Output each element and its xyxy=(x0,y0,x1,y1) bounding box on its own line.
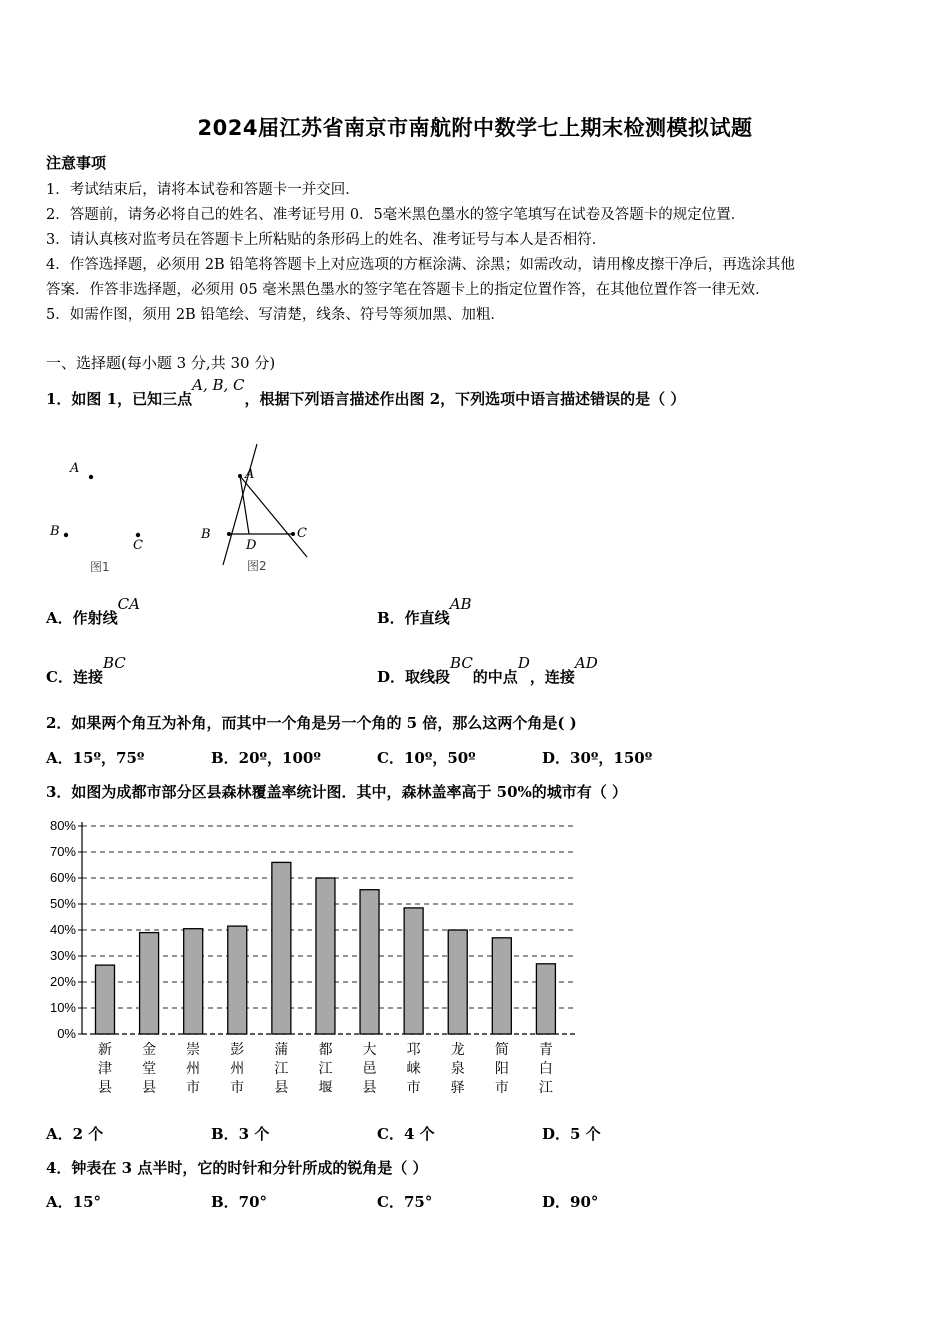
x-category-label: 市 xyxy=(406,1080,421,1096)
figure-1 xyxy=(44,455,164,580)
x-category-label: 市 xyxy=(494,1080,509,1096)
y-tick-label: 60% xyxy=(49,870,76,885)
note-item-3: 3．请认真核对监考员在答题卡上所粘贴的条形码上的姓名、准考证号与本人是否相符． xyxy=(46,232,607,248)
q2-option-a[interactable]: A．15º，75º xyxy=(46,749,145,767)
q1-option-d-tail: ，连接 xyxy=(529,668,575,686)
q4-option-d[interactable]: D．90° xyxy=(542,1193,599,1211)
x-category-label: 邑 xyxy=(362,1061,377,1077)
fig2-label-b: B xyxy=(201,527,211,542)
q3-option-b[interactable]: B．3 个 xyxy=(211,1125,270,1143)
y-tick-label: 80% xyxy=(49,818,76,833)
x-category-label: 堰 xyxy=(318,1080,333,1096)
fig2-point-c xyxy=(291,532,295,536)
q1-option-a[interactable] xyxy=(46,595,140,628)
q1-option-d-mid: 的中点 xyxy=(472,668,518,686)
x-category-label: 邛 xyxy=(406,1042,421,1058)
y-tick-label: 70% xyxy=(49,844,76,859)
q1-option-a-label: A．作射线 xyxy=(46,609,118,627)
x-category-label: 州 xyxy=(230,1061,245,1077)
bar xyxy=(184,929,203,1034)
note-item-4-cont: 答案．作答非选择题，必须用 05 毫米黑色墨水的签字笔在答题卡上的指定位置作答，在其他位置作答一律无效． xyxy=(46,282,770,298)
x-category-label: 堂 xyxy=(142,1061,157,1077)
bar xyxy=(536,964,555,1034)
question-1-text-b: ，根据下列语言描述作出图 2，下列选项中语言描述错误的是（ ） xyxy=(244,390,686,408)
x-category-label: 驿 xyxy=(450,1080,465,1096)
q2-option-c[interactable]: C．10º，50º xyxy=(377,749,476,767)
q1-option-d[interactable] xyxy=(377,654,598,687)
y-tick-label: 20% xyxy=(49,974,76,989)
question-4: 4．钟表在 3 点半时，它的时针和分针所成的锐角是（ ） xyxy=(46,1159,428,1177)
page-title: 2024届江苏省南京市南航附中数学七上期末检测模拟试题 xyxy=(197,116,753,140)
y-tick-label: 0% xyxy=(57,1026,76,1041)
bar xyxy=(140,933,159,1034)
bar xyxy=(360,890,379,1034)
q1-option-c[interactable] xyxy=(46,654,126,687)
question-1 xyxy=(46,376,686,409)
note-item-2: 2．答题前，请务必将自己的姓名、准考证号用 0．5毫米黑色墨水的签字笔填写在试卷及答题卡的规定位置． xyxy=(46,207,746,223)
bar xyxy=(316,878,335,1034)
fig2-label-d: D xyxy=(246,538,257,553)
x-category-label: 白 xyxy=(538,1061,553,1077)
q1-option-b-math: AB xyxy=(449,595,472,613)
q4-option-b[interactable]: B．70° xyxy=(211,1193,268,1211)
x-category-label: 新 xyxy=(98,1042,112,1058)
q1-option-d-math3: AD xyxy=(574,654,598,672)
x-category-label: 江 xyxy=(318,1061,333,1077)
bar xyxy=(492,938,511,1034)
x-category-label: 青 xyxy=(538,1042,553,1058)
bar xyxy=(228,926,247,1034)
fig2-label-c: C xyxy=(297,526,307,541)
fig1-point-b xyxy=(64,533,68,537)
fig1-caption: 图1 xyxy=(90,560,110,574)
q4-option-a[interactable]: A．15° xyxy=(46,1193,102,1211)
x-category-label: 县 xyxy=(362,1080,377,1096)
q1-option-c-label: C．连接 xyxy=(46,668,103,686)
forest-coverage-bar-chart xyxy=(40,812,590,1107)
q1-option-d-label: D．取线段 xyxy=(377,668,451,686)
x-category-label: 市 xyxy=(186,1080,201,1096)
bar xyxy=(448,930,467,1034)
notes-heading: 注意事项 xyxy=(46,154,107,172)
note-item-4: 4．作答选择题，必须用 2B 铅笔将答题卡上对应选项的方框涂满、涂黑；如需改动，请用橡皮擦干净后，再选涂其他 xyxy=(46,257,795,273)
x-category-label: 崇 xyxy=(186,1042,201,1058)
x-category-label: 江 xyxy=(538,1080,553,1096)
y-tick-label: 30% xyxy=(49,948,76,963)
x-category-label: 阳 xyxy=(494,1061,509,1077)
x-category-label: 彭 xyxy=(230,1042,245,1058)
x-category-label: 简 xyxy=(494,1042,509,1058)
note-item-5: 5．如需作图，须用 2B 铅笔绘、写清楚，线条、符号等须加黑、加粗． xyxy=(46,307,505,323)
fig2-point-b xyxy=(227,532,231,536)
q1-option-d-math2: D xyxy=(517,654,530,672)
fig2-caption: 图2 xyxy=(247,559,267,573)
fig1-point-a xyxy=(89,475,93,479)
x-category-label: 县 xyxy=(98,1080,112,1096)
question-3: 3．如图为成都市部分区县森林覆盖率统计图．其中，森林盖率高于 50%的城市有（ ） xyxy=(46,783,628,801)
q1-option-b[interactable] xyxy=(377,595,472,628)
note-item-1: 1．考试结束后，请将本试卷和答题卡一并交回． xyxy=(46,182,360,198)
q3-option-d[interactable]: D．5 个 xyxy=(542,1125,601,1143)
x-category-label: 龙 xyxy=(450,1042,465,1058)
y-tick-label: 10% xyxy=(49,1000,76,1015)
figure-2 xyxy=(195,440,320,580)
x-category-label: 崃 xyxy=(406,1061,421,1077)
x-category-label: 金 xyxy=(142,1042,157,1058)
x-category-label: 县 xyxy=(274,1080,289,1096)
x-category-label: 州 xyxy=(186,1061,201,1077)
x-category-label: 蒲 xyxy=(274,1042,289,1058)
fig1-label-a: A xyxy=(70,461,80,476)
x-category-label: 江 xyxy=(274,1061,289,1077)
bar xyxy=(404,908,423,1034)
q1-option-a-math: CA xyxy=(117,595,140,613)
y-tick-label: 50% xyxy=(49,896,76,911)
x-category-label: 市 xyxy=(230,1080,245,1096)
fig1-label-b: B xyxy=(50,524,60,539)
q3-option-c[interactable]: C．4 个 xyxy=(377,1125,435,1143)
x-category-label: 大 xyxy=(362,1042,377,1058)
fig1-point-c xyxy=(136,533,140,537)
q1-option-d-math1: BC xyxy=(450,654,473,672)
bar xyxy=(272,862,291,1034)
x-category-label: 津 xyxy=(98,1061,112,1077)
question-2: 2．如果两个角互为补角，而其中一个角是另一个角的 5 倍，那么这两个角是( ) xyxy=(46,714,577,732)
q4-option-c[interactable]: C．75° xyxy=(377,1193,433,1211)
fig2-label-a: A xyxy=(245,467,255,482)
question-1-math-abc: A, B, C xyxy=(192,376,245,394)
question-1-text-a: 1．如图 1，已知三点 xyxy=(46,390,193,408)
section-heading: 一、选择题(每小题 3 分,共 30 分) xyxy=(46,354,276,372)
q1-option-b-label: B．作直线 xyxy=(377,609,450,627)
fig1-label-c: C xyxy=(133,538,143,553)
q1-option-c-math: BC xyxy=(102,654,126,672)
x-category-label: 县 xyxy=(142,1080,157,1096)
x-category-label: 都 xyxy=(318,1042,333,1058)
q3-option-a[interactable]: A．2 个 xyxy=(46,1125,104,1143)
y-tick-label: 40% xyxy=(49,922,76,937)
fig2-point-a xyxy=(238,474,242,478)
q2-option-b[interactable]: B．20º，100º xyxy=(211,749,321,767)
bar xyxy=(96,965,115,1034)
x-category-label: 泉 xyxy=(450,1061,465,1077)
q2-option-d[interactable]: D．30º，150º xyxy=(542,749,653,767)
